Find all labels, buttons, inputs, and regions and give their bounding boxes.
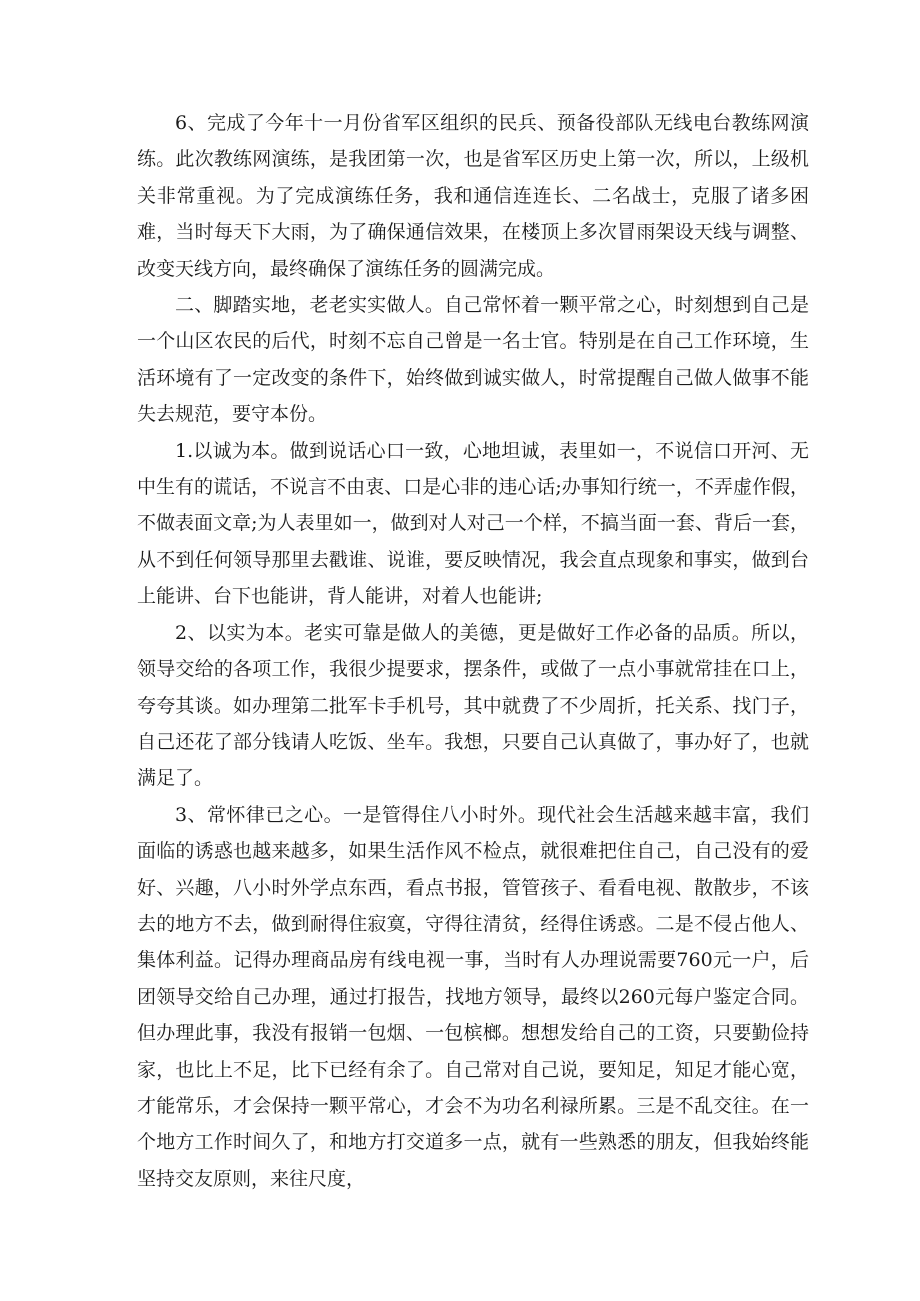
paragraph-honesty: 1.以诚为本。做到说话心口一致，心地坦诚，表里如一，不说信口开河、无中生有的谎话，不说言不由衷、口是心非的违心话;办事知行统一，不弄虚作假，不做表面文章;为人表里如一，做到对人对己一个样，不搞当面一套、背后一套，从不到任何领导那里去戳谁、说谁，要反映情况，我会直点现象和事实，做到台上能讲、台下也能讲，背人能讲，对着人也能讲; [137,439,809,608]
paragraph-radio-drill: 6、完成了今年十一月份省军区组织的民兵、预备役部队无线电台教练网演练。此次教练网演练，是我团第一次，也是省军区历史上第一次，所以，上级机关非常重视。为了完成演练任务，我和通信连连长、二名战士，克服了诸多困难，当时每天下大雨，为了确保通信效果，在楼顶上多次冒雨架设天线与调整、改变天线方向，最终确保了演练任务的圆满完成。 [137,112,809,280]
paragraph-down-to-earth: 二、脚踏实地，老老实实做人。自己常怀着一颗平常之心，时刻想到自己是一个山区农民的后代，时刻不忘自己曾是一名士官。特别是在自己工作环境，生活环境有了一定改变的条件下，始终做到诚实做人，时常提醒自己做人做事不能失去规范，要守本份。 [137,294,809,426]
document-body [137,105,809,1197]
paragraph-self-discipline: 3、常怀律已之心。一是管得住八小时外。现代社会生活越来越丰富，我们面临的诱惑也越来越多，如果生活作风不检点，就很难把住自己，自己没有的爱好、兴趣，八小时外学点东西，看点书报，管管孩子、看看电视、散散步，不该去的地方不去，做到耐得住寂寞，守得往清贫，经得住诱惑。二是不侵占他人、集体利益。记得办理商品房有线电视一事，当时有人办理说需要760元一户，后团领导交给自己办理，通过打报告，找地方领导，最终以260元每户鉴定合同。但办理此事，我没有报销一包烟、一包槟榔。想想发给自己的工资，只要勤俭持家，也比上不足，比下已经有余了。自己常对自己说，要知足，知足才能心宽，才能常乐，才会保持一颗平常心，才会不为功名利禄所累。三是不乱交往。在一个地方工作时间久了，和地方打交道多一点，就有一些熟悉的朋友，但我始终能坚持交友原则，来往尺度， [137,803,809,1190]
paragraph-practicality: 2、以实为本。老实可靠是做人的美德，更是做好工作必备的品质。所以，领导交给的各项工作，我很少提要求，摆条件，或做了一点小事就常挂在口上，夸夸其谈。如办理第二批军卡手机号，其中就费了不少周折，托关系、找门子，自己还花了部分钱请人吃饭、坐车。我想，只要自己认真做了，事办好了，也就满足了。 [137,621,809,790]
